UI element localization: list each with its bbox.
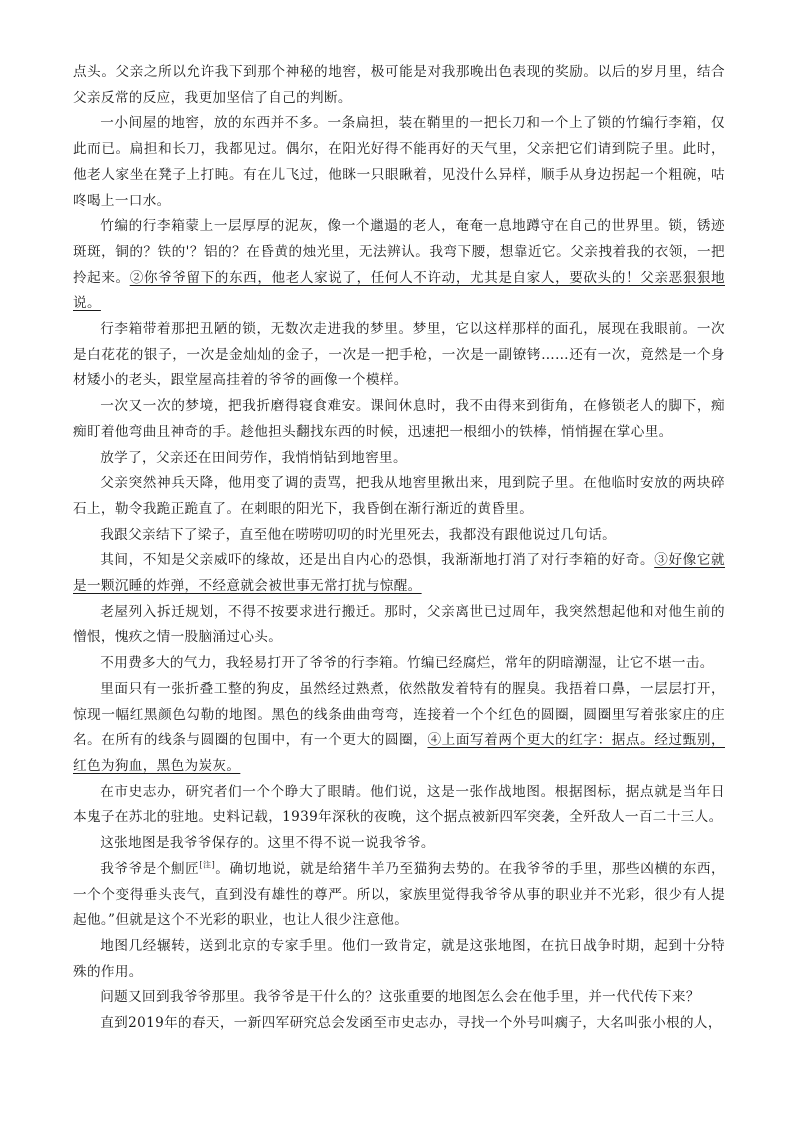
paragraph-p01 bbox=[73, 60, 725, 111]
paragraph-p04 bbox=[73, 317, 725, 394]
paragraph-text: 点头。父亲之所以允许我下到那个神秘的地窖，极可能是对我那晚出色表现的奖励。以后的岁月里，结合父亲反常的反应，我更加坚信了自己的判断。 bbox=[73, 64, 725, 106]
paragraph-text: 一小间屋的地窖，放的东西并不多。一条扁担，装在鞘里的一把长刀和一个上了锁的竹编行李箱，仅此而已。扁担和长刀，我都见过。偶尔，在阳光好得不能再好的天气里，父亲把它们请到院子里。此时，他老人家坐在凳子上打盹。有在儿飞过，他眯一只眼瞅着，见没什么异样，顺手从身边拐起一个粗碗，咕咚喝上一口水。 bbox=[73, 115, 725, 209]
story-text bbox=[73, 60, 725, 1037]
paragraph-text: 行李箱带着那把丑陋的锁，无数次走进我的梦里。梦里，它以这样那样的面孔，展现在我眼前。一次是白花花的银子，一次是金灿灿的金子，一次是一把手枪，一次是一副镣铐……还有一次，竟然是一个身材矮小的老头，跟堂屋高挂着的爷爷的画像一个模样。 bbox=[73, 321, 725, 389]
paragraph-text: 直到2019年的春天，一新四军研究总会发函至市史志办，寻找一个外号叫瘸子，大名叫张小根的人， bbox=[100, 1015, 722, 1032]
paragraph-text: 放学了，父亲还在田间劳作，我悄悄钻到地窖里。 bbox=[100, 449, 407, 466]
paragraph-p05 bbox=[73, 394, 725, 445]
paragraph-text: 一次又一次的梦境，把我折磨得寝食难安。课间休息时，我不由得来到街角，在修锁老人的脚下，痴痴盯着他弯曲且神奇的手。趁他担头翻找东西的时候，迅速把一根细小的铁棒，悄悄握在掌心里。 bbox=[73, 398, 725, 440]
paragraph-text: 竹编的行李箱蒙上一层厚厚的泥灰，像一个邋遢的老人，奄奄一息地蹲守在自己的世界里。锁，锈迹斑斑，铜的？铁的'？铝的？在昏黄的烛光里，无法辨认。我弯下腰，想靠近它。父亲拽着我的衣领，一把拎起来。 bbox=[73, 218, 725, 286]
paragraph-text: 我跟父亲结下了梁子，直至他在唠唠叨叨的时光里死去，我都没有跟他说过几句话。 bbox=[100, 526, 617, 543]
paragraph-p18 bbox=[73, 1011, 725, 1037]
paragraph-p15 bbox=[73, 857, 725, 934]
paragraph-text: 问题又回到我爷爷那里。我爷爷是干什么的？这张重要的地图怎么会在他手里，并一代代传下来？ bbox=[100, 989, 700, 1006]
underlined-sentence: ③好像它就是一颗沉睡的炸弹，不经意就会被世事无常打扰与惊醒。 bbox=[73, 552, 726, 595]
paragraph-p09 bbox=[73, 548, 725, 599]
paragraph-p10 bbox=[73, 600, 725, 651]
paragraph-p13 bbox=[73, 780, 725, 831]
paragraph-p08 bbox=[73, 523, 725, 549]
paragraph-p14 bbox=[73, 831, 725, 857]
paragraph-text: 里面只有一张折叠工整的狗皮，虽然经过熟煮，依然散发着特有的腥臭。我捂着口鼻，一层层打开，惊现一幅红黑颜色勾勒的地图。黑色的线条曲曲弯弯，连接着一个个红色的圆圈，圆圈里写着张家庄的庄名。在所有的线条与圆圈的包围中，有一个更大的圆圈， bbox=[73, 680, 725, 749]
paragraph-text: 不用费多大的气力，我轻易打开了爷爷的行李箱。竹编已经腐烂，常年的阴暗潮湿，让它不堪一击。 bbox=[100, 655, 714, 672]
paragraph-text: 这张地图是我爷爷保存的。这里不得不说一说我爷爷。 bbox=[100, 835, 435, 852]
paragraph-p11 bbox=[73, 651, 725, 677]
paragraph-text: 父亲突然神兵天降，他用变了调的责骂，把我从地窖里揪出来，甩到院子里。在他临时安放的两块碎石上，勒令我跪正跪直了。在刺眼的阳光下，我昏倒在渐行渐近的黄昏里。 bbox=[73, 475, 725, 517]
paragraph-text: 在市史志办，研究者们一个个睁大了眼睛。他们说，这是一张作战地图。根据图标，据点就是当年日本鬼子在苏北的驻地。史料记载，1939年深秋的夜晚，这个据点被新四军突袭，全歼敌人一百二十三人。 bbox=[73, 783, 725, 826]
paragraph-p17 bbox=[73, 985, 725, 1011]
underlined-sentence: ②你爷爷留下的东西，他老人家说了，任何人不许动，尤其是自家人，要砍头的！父亲恶狠狠地说。 bbox=[73, 269, 725, 312]
underlined-sentence: ④上面写着两个更大的红字：据点。经过甄别，红色为狗血，黑色为炭灰。 bbox=[73, 732, 725, 774]
paragraph-p07 bbox=[73, 471, 725, 522]
paragraph-p16 bbox=[73, 934, 725, 985]
paragraph-text: 老屋列入拆迁规划，不得不按要求进行搬迁。那时，父亲离世已过周年，我突然想起他和对他生前的憎恨，愧疚之情一股脑涌过心头。 bbox=[73, 603, 725, 646]
paragraph-p06 bbox=[73, 446, 725, 472]
paragraph-text: 地图几经辗转，送到北京的专家手里。他们一致肯定，就是这张地图，在抗日战争时期，起到十分特殊的作用。 bbox=[73, 937, 725, 980]
paragraph-p03 bbox=[73, 214, 725, 317]
paragraph-text: 其间，不知是父亲威吓的缘故，还是出自内心的恐惧，我渐渐地打消了对行李箱的好奇。 bbox=[100, 552, 655, 569]
paragraph-p12 bbox=[73, 677, 725, 780]
paragraph-text: 我爷爷是个劁匠 bbox=[100, 860, 200, 877]
paragraph-text: 。确切地说，就是给猪牛羊乃至猫狗去势的。在我爷爷的手里，那些凶横的东西，一个个变得垂头丧气，直到没有雄性的尊严。所以，家族里觉得我爷爷从事的职业并不光彩，很少有人提起他。”但就是这个不光彩的职业，也让人很少注意他。 bbox=[73, 860, 725, 929]
footnote-marker: [注] bbox=[199, 860, 216, 870]
paragraph-p02 bbox=[73, 111, 725, 214]
